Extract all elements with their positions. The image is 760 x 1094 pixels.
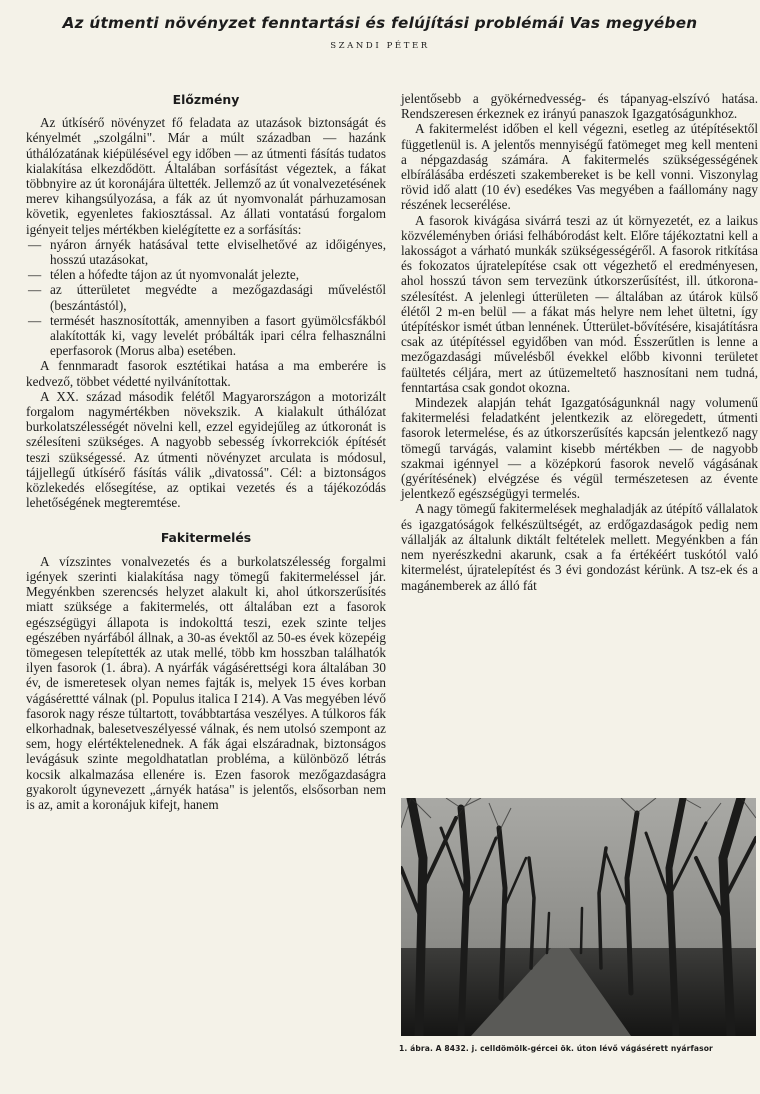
paragraph: Az útkísérő növényzet fő feladata az utazások biztonságát és kényelmét „szolgálni". Már a múlt században — hazánk úthálózatának kiépülésével egy időben — az útmenti fásítás tudatos kialakítása elkezdődött. Általában sorfásítást végeztek, a fákat többnyire az út koronájára ültették. Jellemző az út vonalvezetésének merev kihangsúlyozása, a fák az út nyomvonalát párhuzamosan követik, egyenletes fakiosztással. Az állati vontatású forgalom igényeit teljes mértékben kielégítette ez a sorfásítás: xyxy=(26,115,386,237)
paragraph: A vízszintes vonalvezetés és a burkolatszélesség forgalmi igények szerinti kialakítása nagy tömegű fakitermeléssel jár. Megyénkben szerencsés helyzet alakult ki, ahol útkorszerűsítés miatt szüksége a fakitermelés, ott általában ezt a fasorok egészségügyi állapota is indokolttá teszi, ezek szinte teljes egészében nyárfából állnak, a 30-as évektől az 50-es évek közepéig tömegesen telepítették az utak mellé, több km hosszban találhatók ilyen fasorok (1. ábra). A nyárfák vágásérettségi kora általában 30 év, de ismeretesek olyan nemes fajták is, melyek 15 éves korban vágásérettté válnak (pl. Populus italica I 214). A Vas megyében lévő fasorok nagy része túltartott, továbbtartása veszélyes. A túlkoros fák elkorhadnak, balesetveszélyessé válnak, és nem utolsó szempont az sem, hogy elértéktelenednek. A fák ágai elszáradnak, biztonságos levágásuk szinte megoldhatatlan probléma, a különböző létrás kocsik alkalmazása ellenére is. Ezen fasorok mezőgazdaságra gyakorolt úgynevezett „árnyék hatása" is jelentős, elsősorban nem is az, amit a koronájuk kifejt, hanem xyxy=(26,553,386,812)
left-column xyxy=(26,88,386,812)
figure-photo-poplar-row xyxy=(401,798,756,1036)
paragraph: A nagy tömegű fakitermelések meghaladják az útépítő vállalatok és igazgatóságok felkészültségét, az erdőgazdaságok pedig nem vállalják az általunk diktált feltételek mellett. Megyénkben a fán nem nyerészkedni akarunk, csak a fa értékéért tuskótól való kitermelést, újratelepítést és 3 évi gondozást kérünk. A tsz-ek és a magánemberek az álló fát xyxy=(401,501,758,593)
photo-illustration xyxy=(401,798,756,1036)
author-name: SZANDI PÉTER xyxy=(330,41,430,51)
article-title: Az útmenti növényzet fenntartási és felújítási problémái Vas megyében xyxy=(62,14,698,32)
paragraph: jelentősebb a gyökérnedvesség- és tápanyag-elszívó hatása. Rendszeresen érkeznek ez irányú panaszok Igazgatóságunkhoz. xyxy=(401,91,758,122)
paragraph: A fasorok kivágása sivárrá teszi az út környezetét, ez a laikus közvéleményben óriási felhábórodást kelt. Előre tájékoztatni kell a lakosságot a várható munkák szükségességéről. A fasorok ritkítása és fokozatos újratelepítése csak ott végezhető el eredményesen, ahol hosszú távon sem tervezünk útkorszerűsítést, ill. útkorona-szélesítést. A jelenlegi útterületen — általában az útárok külső élétől 2 m-en belül — a fákat más helyre nem lehet ültetni, így útépítéskor ismét útban lennének. Útterület-bővítésére, kisajátításra csak az útépítéssel egyidőben van mód. Ésszerűtlen is lenne a mezőgazdasági művelésből évekkel előbb kivonni területet faültetés céljára, mert az útüzemeltető hasznosítani nem tudná, fenntartása csak gondot okozna. xyxy=(401,212,758,395)
list-item: — télen a hófedte tájon az út nyomvonalát jelezte, xyxy=(26,267,386,282)
paragraph: A fakitermelést időben el kell végezni, esetleg az útépítésektől függetlenül is. A jelentős mennyiségű fatömeget meg kell menteni a népgazdaság számára. A fakitermelés szükségességének elbírálásába erdészeti szakembereket is be kell vonni. Viszonylag rövid idő alatt (10 év) esedékes Vas megyében a faállomány nagy részének lecserélése. xyxy=(401,121,758,213)
paragraph: A XX. század második felétől Magyarországon a motorizált forgalom nagymértékben növekszik. A kialakult úthálózat burkolatszélességét növelni kell, ezzel egyidejűleg az útkoronát is szélesíteni szükséges. A nagyobb sebesség ívkorrekciók építését teszi szükségessé. Az útmenti növényzet arculata is módosul, tájjellegű útkísérő fásítás válik „divatossá". Cél: a biztonságos közlekedés elősegítése, az optikai vezetés és a tájékozódás lehetőségének megteremtése. xyxy=(26,388,386,511)
list-item: — nyáron árnyék hatásával tette elviselhetővé az időigényes, hosszú utazásokat, xyxy=(26,237,386,267)
list-item: — az útterületet megvédte a mezőgazdasági műveléstől (beszántástól), xyxy=(26,282,386,312)
paragraph: A fennmaradt fasorok esztétikai hatása a ma emberére is kedvező, többet védetté nyilvánítottak. xyxy=(26,358,386,389)
section-heading-fakitermeles: Fakitermelés xyxy=(160,530,252,546)
bullet-list xyxy=(26,237,386,359)
section-heading-elozmeny: Előzmény xyxy=(172,92,240,107)
paragraph: Mindezek alapján tehát Igazgatóságunknál nagy volumenű fakitermelési feladatként jelentkezik az elöregedett, útmenti fasorok letermelése, és az útkorszerűsítés kapcsán jelentkező nagy tömegű tarvágás, valamint kisebb mértékben — de nagyobb szakmai igénnyel — a középkorú fasorok nevelő vágásának (gyérítésének) elvégzése és végül természetesen az évente jelentkező egészségügyi termelés. xyxy=(401,395,758,502)
list-item: — termését hasznosították, amennyiben a fasort gyümölcsfákból alakították ki, vagy levelét próbálták ipari célra felhasználni eperfasorok (Morus alba) esetében. xyxy=(26,313,386,359)
right-column xyxy=(401,91,758,593)
figure-caption: 1. ábra. A 8432. j. celldömölk-gércei ök. úton lévő vágásérett nyárfasor xyxy=(399,1044,713,1053)
